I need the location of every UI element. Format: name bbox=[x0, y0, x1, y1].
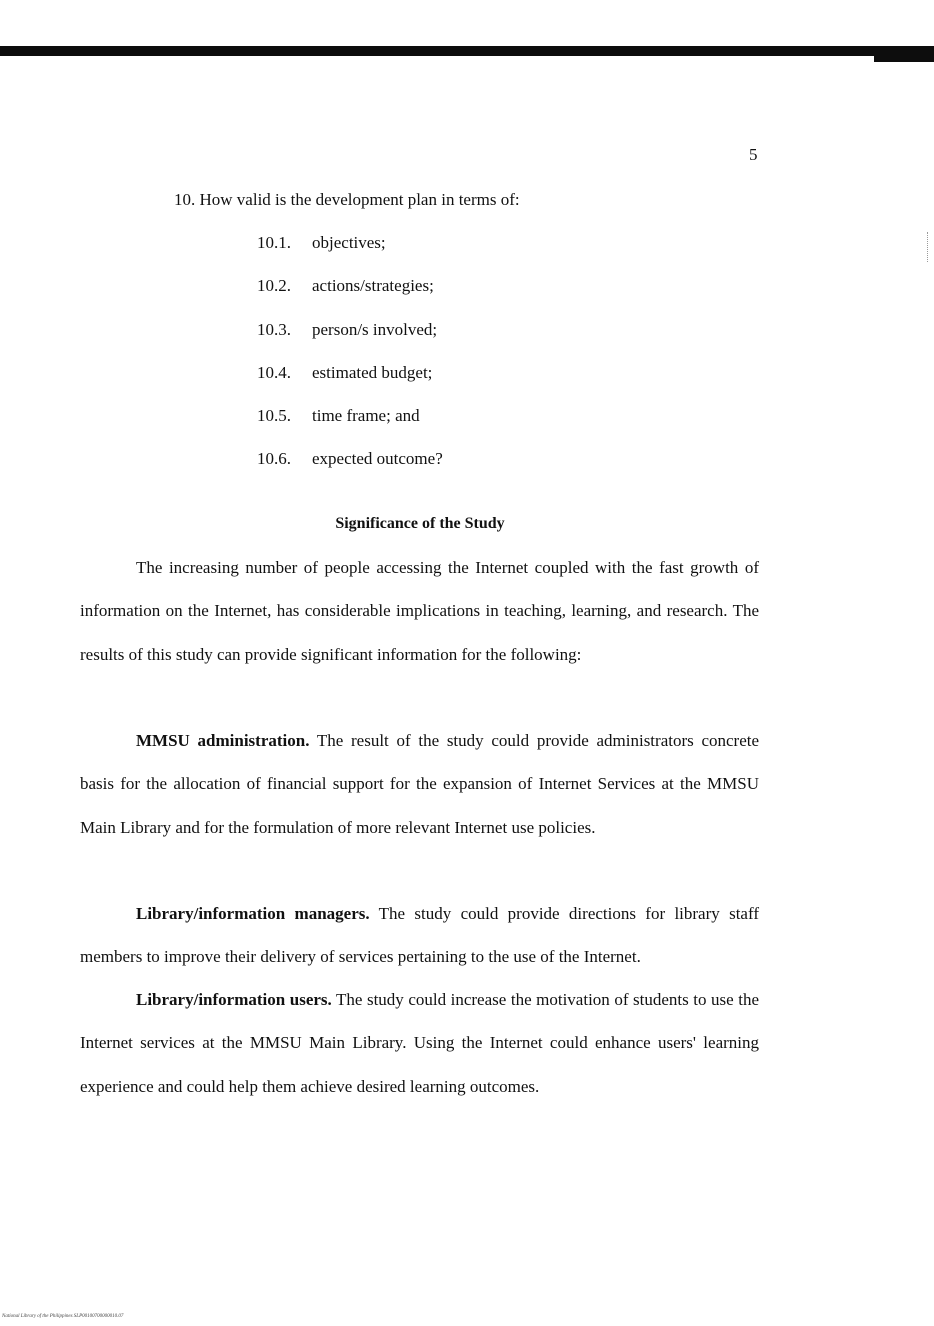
scan-footer-watermark: National Library of the Philippines SLP00100700000010.07 bbox=[2, 1314, 124, 1319]
beneficiary-text: The study could provide directions for library staff members to improve their delivery of services pertaining to the use of the Internet. bbox=[80, 904, 759, 967]
sub-question-number: 10.4. bbox=[257, 362, 291, 382]
sub-question-list bbox=[257, 233, 443, 493]
sub-question-number: 10.1. bbox=[257, 233, 291, 252]
sub-question-number: 10.2. bbox=[257, 276, 291, 296]
scan-top-border bbox=[0, 46, 934, 56]
sub-question-item bbox=[257, 320, 443, 363]
intro-paragraph: The increasing number of people accessing the Internet coupled with the fast growth of information on the Internet, has considerable implications in teaching, learning, and research. The results of this study can provide significant information for the following: bbox=[80, 558, 759, 664]
sub-question-text: estimated budget; bbox=[312, 362, 433, 382]
scan-top-border-notch bbox=[874, 56, 934, 62]
beneficiary-text: The study could increase the motivation of students to use the Internet services at the MMSU Main Library. Using the Internet could enhance users' learning experience and could help them achieve desired learning outcomes. bbox=[80, 990, 759, 1096]
sub-question-text: time frame; and bbox=[312, 406, 420, 426]
beneficiary-label: Library/information managers. bbox=[136, 904, 370, 923]
sub-question-item bbox=[257, 406, 443, 449]
sub-question-number: 10.6. bbox=[257, 449, 291, 469]
beneficiary-paragraph-managers bbox=[80, 892, 759, 979]
sub-question-text: expected outcome? bbox=[312, 449, 443, 469]
beneficiary-text: The result of the study could provide administrators concrete basis for the allocation of financial support for the expansion of Internet Services at the MMSU Main Library and for the formulation of more relevant Internet use policies. bbox=[80, 731, 760, 837]
sub-question-number: 10.5. bbox=[257, 406, 291, 426]
sub-question-text: actions/strategies; bbox=[312, 276, 434, 296]
scan-margin-specks bbox=[927, 232, 931, 262]
sub-question-item bbox=[257, 363, 443, 406]
sub-question-item bbox=[257, 449, 443, 492]
research-question-10: 10. How valid is the development plan in terms of: bbox=[174, 190, 520, 209]
sub-question-number: 10.3. bbox=[257, 319, 291, 339]
beneficiary-label: MMSU administration. bbox=[136, 731, 310, 750]
sub-question-item bbox=[257, 233, 443, 276]
beneficiary-label: Library/information users. bbox=[136, 990, 332, 1009]
page-number: 5 bbox=[749, 145, 758, 164]
sub-question-text: person/s involved; bbox=[312, 319, 438, 339]
beneficiary-paragraph-users bbox=[80, 978, 759, 1108]
beneficiary-paragraph-administration bbox=[80, 719, 759, 849]
sub-question-item bbox=[257, 276, 443, 319]
section-heading: Significance of the Study bbox=[335, 515, 505, 532]
sub-question-text: objectives; bbox=[312, 233, 386, 252]
